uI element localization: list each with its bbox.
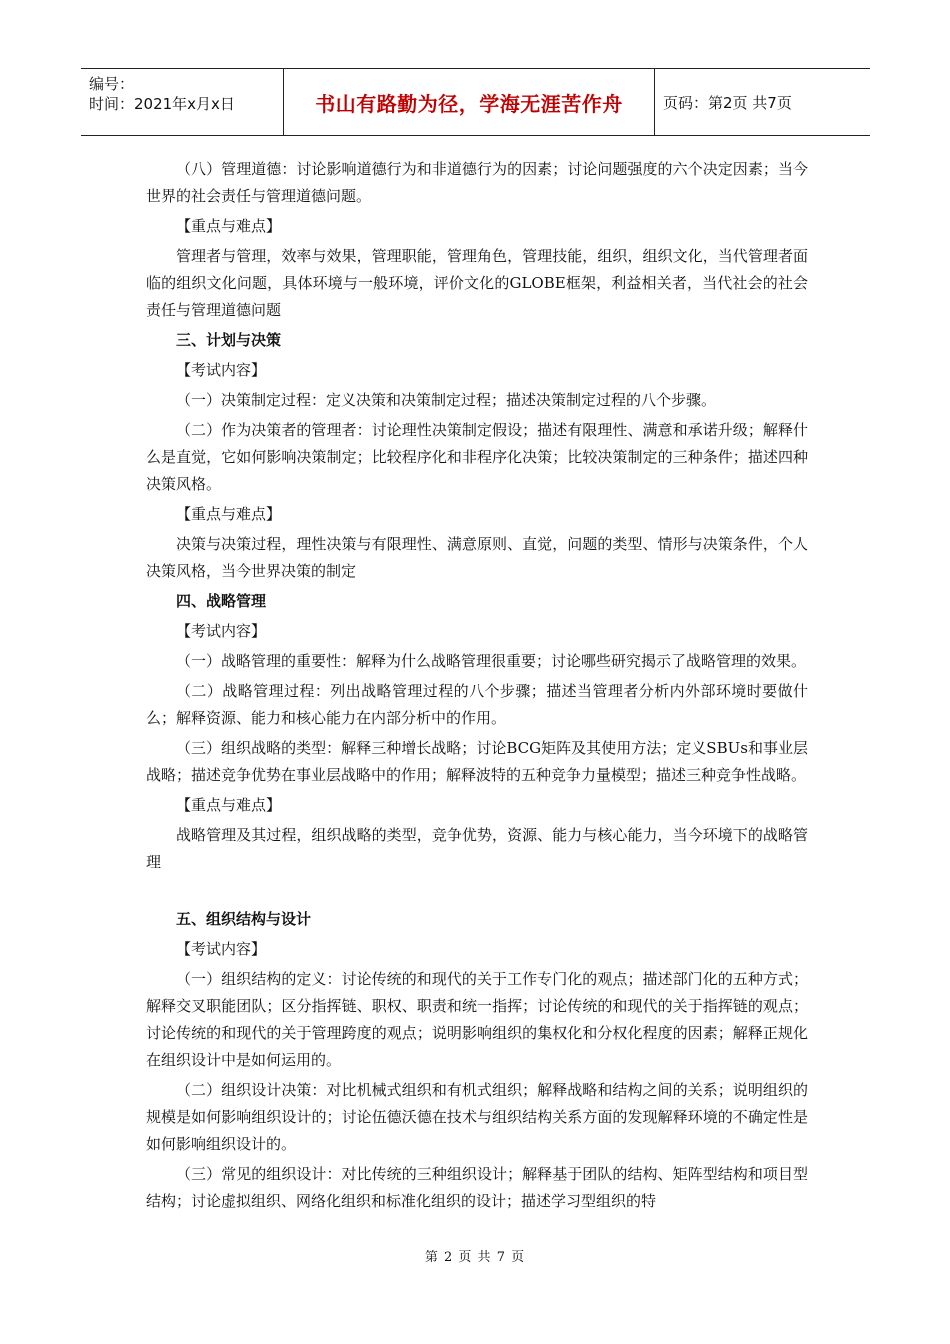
header-motto: 书山有路勤为径，学海无涯苦作舟: [284, 69, 655, 135]
header-time-label: 时间：2021年x月x日: [89, 95, 235, 113]
subsection-tag: 【重点与难点】: [176, 217, 282, 235]
body-paragraph: （一）决策制定过程：定义决策和决策制定过程；描述决策制定过程的八个步骤。: [176, 391, 717, 409]
section-heading: 三、计划与决策: [176, 331, 282, 349]
body-paragraph: 战略管理及其过程，组织战略的类型，竞争优势，资源、能力与核心能力，当今环境下的战略管理: [146, 826, 808, 871]
subsection-tag: 【重点与难点】: [176, 796, 282, 814]
header-number-label: 编号：: [89, 75, 135, 93]
body-paragraph: （三）组织战略的类型：解释三种增长战略；讨论BCG矩阵及其使用方法；定义SBUs和事业层战略；描述竞争优势在事业层战略中的作用；解释波特的五种竞争力量模型；描述三种竞争性战略。: [146, 739, 808, 784]
body-paragraph: （二）作为决策者的管理者：讨论理性决策制定假设；描述有限理性、满意和承诺升级；解释什么是直觉，它如何影响决策制定；比较程序化和非程序化决策；比较决策制定的三种条件；描述四种决策风格。: [146, 421, 808, 493]
section-heading: 五、组织结构与设计: [176, 910, 312, 928]
body-paragraph: （二）战略管理过程：列出战略管理过程的八个步骤；描述当管理者分析内外部环境时要做什么；解释资源、能力和核心能力在内部分析中的作用。: [146, 682, 808, 727]
body-paragraph: （八）管理道德：讨论影响道德行为和非道德行为的因素；讨论问题强度的六个决定因素；当今世界的社会责任与管理道德问题。: [146, 160, 808, 205]
subsection-tag: 【考试内容】: [176, 940, 267, 958]
section-heading: 四、战略管理: [176, 592, 267, 610]
body-paragraph: （三）常见的组织设计：对比传统的三种组织设计；解释基于团队的结构、矩阵型结构和项目型结构；讨论虚拟组织、网络化组织和标准化组织的设计；描述学习型组织的特: [146, 1165, 808, 1210]
subsection-tag: 【考试内容】: [176, 361, 267, 379]
body-paragraph: （一）战略管理的重要性：解释为什么战略管理很重要；讨论哪些研究揭示了战略管理的效果。: [176, 652, 807, 670]
page-header: [81, 68, 870, 136]
body-paragraph: 决策与决策过程，理性决策与有限理性、满意原则、直觉，问题的类型、情形与决策条件，个人决策风格，当今世界决策的制定: [146, 535, 808, 580]
body-paragraph: 管理者与管理，效率与效果，管理职能，管理角色，管理技能，组织，组织文化，当代管理者面临的组织文化问题，具体环境与一般环境，评价文化的GLOBE框架，利益相关者，当代社会的社会责任与管理道德问题: [146, 247, 808, 319]
header-meta: [81, 69, 284, 135]
subsection-tag: 【重点与难点】: [176, 505, 282, 523]
body-paragraph: （一）组织结构的定义：讨论传统的和现代的关于工作专门化的观点；描述部门化的五种方式；解释交叉职能团队；区分指挥链、职权、职责和统一指挥；讨论传统的和现代的关于指挥链的观点；讨论传统的和现代的关于管理跨度的观点；说明影响组织的集权化和分权化程度的因素；解释正规化在组织设计中是如何运用的。: [146, 970, 808, 1069]
subsection-tag: 【考试内容】: [176, 622, 267, 640]
page-footer: 第 2 页 共 7 页: [424, 1250, 526, 1265]
header-page-info: 页码：第2页 共7页: [663, 93, 792, 112]
section-spacer: [146, 879, 808, 906]
body-paragraph: （二）组织设计决策：对比机械式组织和有机式组织；解释战略和结构之间的关系；说明组织的规模是如何影响组织设计的；讨论伍德沃德在技术与组织结构关系方面的发现解释环境的不确定性是如何影响组织设计的。: [146, 1081, 808, 1153]
document-body: [146, 156, 808, 1218]
